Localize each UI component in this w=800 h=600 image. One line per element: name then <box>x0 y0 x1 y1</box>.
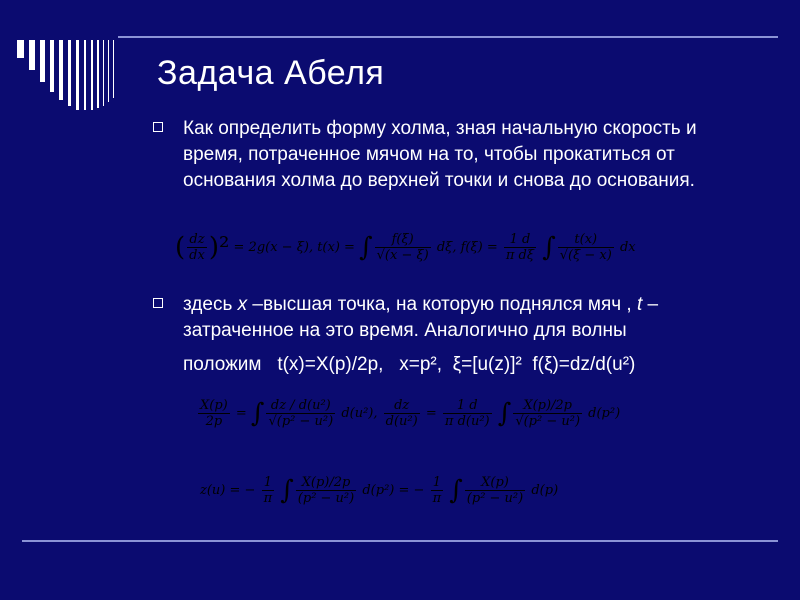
bar <box>68 40 71 106</box>
bullet-item: здесь х –высшая точка, на которую поднялся мяч , t – затраченное на это время. Аналогично для волны положим t(x)=X(p)/2p, x=p², ξ=[u(z)]² f(ξ)=dz/d(u²) <box>183 292 763 378</box>
bullet-item <box>183 116 723 194</box>
bar <box>84 40 86 110</box>
bar <box>97 40 99 108</box>
bar <box>29 40 35 70</box>
bottom-rule <box>22 540 778 542</box>
bar <box>59 40 63 100</box>
bar <box>50 40 54 92</box>
formula-2: $\frac{X(p)}{2p}$ = ∫ $\frac{\text{dz / d(u²)}}{\text{√(p² − u²)}}$ d(u²), $\frac{dz}{\text{d(u²)}}$ = $\frac{1 d}{\text{π d(u²)}}$ ∫ $\frac{X(p)/2p}{\text{√(p² − u²)}}$ d(p²) <box>200 398 621 429</box>
bar <box>76 40 79 110</box>
bar <box>113 40 114 98</box>
bullet-text: Как определить форму холма, зная начальную скорость и время, потраченное мячом на то, чтобы прокатиться от основания холма до верхней точки и снова до основания. <box>183 118 697 191</box>
bar <box>17 40 24 58</box>
decorative-bars <box>17 40 157 112</box>
formula-1: ( $\frac{dz}{dx}$ )² = 2g(x − ξ), t(x) = ∫ $\frac{f(\xi)}{√(x - \xi)}$ dξ, f(ξ) = $\frac{1 d}{\text{π dξ}}$ ∫ $\frac{t(x)}{√(\xi - x)}$ dx <box>175 232 636 263</box>
slide-title: Задача Абеля <box>157 54 385 92</box>
bar <box>103 40 104 106</box>
bar <box>40 40 45 82</box>
bar <box>91 40 93 110</box>
square-bullet-icon <box>153 122 163 132</box>
bar <box>108 40 109 102</box>
top-rule <box>118 36 778 38</box>
formula-3: z(u) = − $\frac{1}{\pi}$ ∫ $\frac{X(p)/2p}{\text{(p² − u²)}}$ d(p²) = − $\frac{1}{\pi}$ ∫ $\frac{X(p)}{\text{(p² − u²)}}$ d(p) <box>200 475 559 506</box>
square-bullet-icon <box>153 298 163 308</box>
